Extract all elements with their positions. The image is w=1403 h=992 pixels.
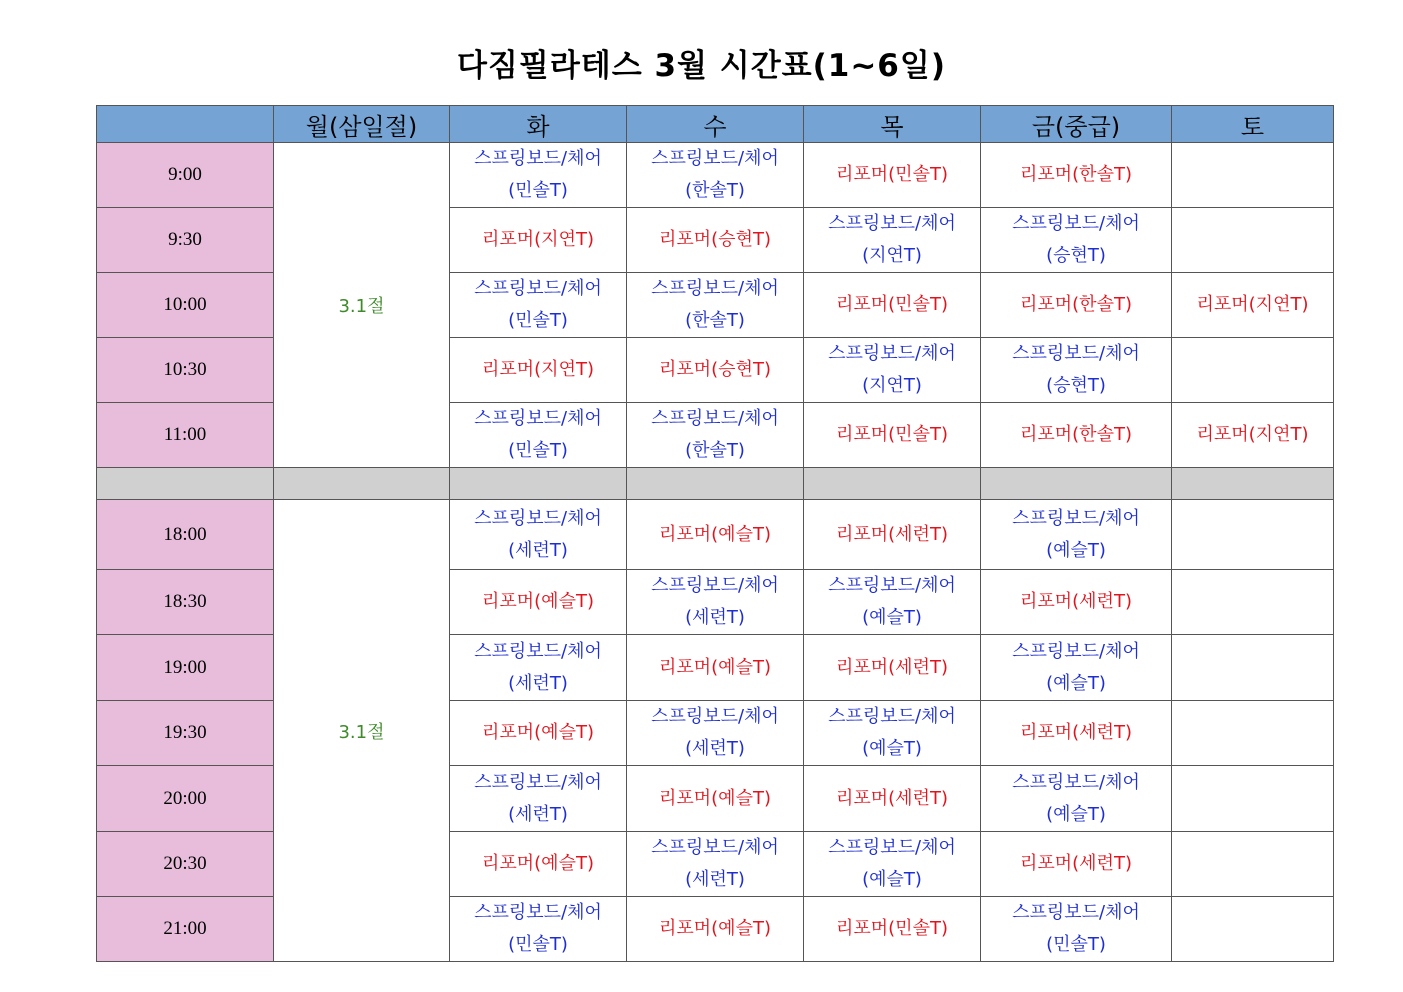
class-label: 스프링보드/체어 — [828, 575, 956, 596]
holiday-cell: 3.1절 — [274, 500, 450, 962]
class-label: 리포머(민솔T) — [836, 164, 948, 185]
class-label: 리포머(한솔T) — [1020, 294, 1132, 315]
time-slot: 19:00 — [97, 635, 274, 701]
class-cell-fri — [981, 338, 1172, 403]
class-cell-wed — [627, 897, 804, 962]
page-title: 다짐필라테스 3월 시간표(1~6일) — [456, 48, 946, 84]
class-cell-thu — [804, 500, 981, 570]
schedule-row — [97, 500, 1334, 570]
header-row — [97, 106, 1334, 143]
break-cell — [804, 468, 981, 500]
class-cell-wed — [627, 635, 804, 701]
class-cell-tue — [450, 766, 627, 832]
class-label: 스프링보드/체어 — [828, 706, 956, 727]
class-label: (승현T) — [1046, 245, 1106, 266]
class-cell-sat — [1172, 897, 1334, 962]
class-label: 리포머(예슬T) — [482, 853, 594, 874]
class-cell-wed — [627, 500, 804, 570]
class-label: 스프링보드/체어 — [1012, 902, 1140, 923]
class-label: 리포머(지연T) — [1196, 424, 1309, 445]
time-slot: 21:00 — [97, 897, 274, 962]
class-label: (지연T) — [862, 375, 922, 396]
class-label: 스프링보드/체어 — [1012, 213, 1140, 234]
break-cell — [627, 468, 804, 500]
class-cell-fri — [981, 500, 1172, 570]
class-label: (세련T) — [508, 803, 568, 825]
class-cell-thu — [804, 635, 981, 701]
class-cell-tue — [450, 403, 627, 468]
class-cell-tue — [450, 701, 627, 766]
class-cell-wed — [627, 701, 804, 766]
class-label: (한솔T) — [685, 440, 745, 461]
time-slot: 10:30 — [97, 338, 274, 403]
class-cell-thu — [804, 766, 981, 832]
class-cell-tue — [450, 635, 627, 701]
class-cell-tue — [450, 338, 627, 403]
class-cell-sat — [1172, 403, 1334, 468]
class-cell-wed — [627, 143, 804, 208]
class-cell-wed — [627, 273, 804, 338]
class-label: (승현T) — [1046, 375, 1106, 396]
class-cell-fri — [981, 897, 1172, 962]
class-label: 리포머(세련T) — [836, 656, 948, 678]
class-cell-thu — [804, 273, 981, 338]
class-label: 스프링보드/체어 — [1012, 343, 1140, 364]
class-cell-tue — [450, 570, 627, 635]
class-label: (한솔T) — [685, 180, 745, 201]
class-label: 리포머(한솔T) — [1020, 424, 1132, 445]
class-cell-sat — [1172, 766, 1334, 832]
class-cell-tue — [450, 143, 627, 208]
class-label: 리포머(세련T) — [836, 787, 948, 809]
break-cell — [1172, 468, 1334, 500]
header-tue: 화 — [450, 106, 627, 143]
class-cell-fri — [981, 635, 1172, 701]
header-wed: 수 — [627, 106, 804, 143]
break-cell — [274, 468, 450, 500]
class-cell-sat — [1172, 635, 1334, 701]
class-label: (민솔T) — [508, 934, 568, 955]
class-label: (예슬T) — [862, 607, 922, 628]
class-label: 스프링보드/체어 — [474, 771, 602, 793]
class-cell-thu — [804, 832, 981, 897]
header-fri: 금(중급) — [981, 106, 1172, 143]
class-label: 스프링보드/체어 — [474, 408, 602, 429]
class-cell-sat — [1172, 701, 1334, 766]
class-cell-fri — [981, 701, 1172, 766]
class-cell-thu — [804, 897, 981, 962]
class-cell-sat — [1172, 338, 1334, 403]
class-label: (예슬T) — [862, 869, 922, 890]
class-cell-wed — [627, 208, 804, 273]
break-cell — [450, 468, 627, 500]
class-label: 스프링보드/체어 — [828, 213, 956, 234]
header-thu: 목 — [804, 106, 981, 143]
class-label: 리포머(지연T) — [482, 229, 594, 250]
class-label: (민솔T) — [508, 310, 568, 331]
class-label: 스프링보드/체어 — [1012, 771, 1140, 793]
class-cell-fri — [981, 208, 1172, 273]
class-cell-fri — [981, 143, 1172, 208]
class-cell-sat — [1172, 500, 1334, 570]
class-label: 리포머(예슬T) — [659, 787, 771, 809]
class-label: 스프링보드/체어 — [651, 837, 779, 858]
time-slot: 18:00 — [97, 500, 274, 570]
class-cell-thu — [804, 701, 981, 766]
class-cell-wed — [627, 403, 804, 468]
class-label: 리포머(예슬T) — [659, 918, 771, 939]
class-label: 리포머(예슬T) — [482, 591, 594, 612]
class-label: 스프링보드/체어 — [474, 640, 602, 662]
class-label: 리포머(민솔T) — [836, 424, 948, 445]
class-label: 스프링보드/체어 — [651, 575, 779, 596]
class-label: 스프링보드/체어 — [651, 278, 779, 299]
class-cell-thu — [804, 570, 981, 635]
class-label: 리포머(예슬T) — [659, 523, 771, 545]
time-slot: 9:00 — [97, 143, 274, 208]
class-cell-fri — [981, 570, 1172, 635]
class-cell-tue — [450, 897, 627, 962]
class-label: (민솔T) — [1046, 934, 1106, 955]
class-label: 스프링보드/체어 — [474, 148, 602, 169]
class-cell-wed — [627, 338, 804, 403]
time-slot: 20:30 — [97, 832, 274, 897]
class-cell-sat — [1172, 570, 1334, 635]
class-label: 리포머(지연T) — [1196, 294, 1309, 315]
class-label: 스프링보드/체어 — [474, 902, 602, 923]
class-label: 스프링보드/체어 — [474, 278, 602, 299]
class-cell-sat — [1172, 143, 1334, 208]
class-cell-thu — [804, 208, 981, 273]
class-label: (세련T) — [685, 738, 745, 759]
class-label: 리포머(한솔T) — [1020, 164, 1132, 185]
class-cell-fri — [981, 273, 1172, 338]
class-cell-wed — [627, 766, 804, 832]
class-label: (세련T) — [685, 607, 745, 628]
class-label: (예슬T) — [1046, 803, 1106, 825]
class-cell-wed — [627, 832, 804, 897]
class-cell-fri — [981, 766, 1172, 832]
class-cell-tue — [450, 273, 627, 338]
class-label: (예슬T) — [1046, 672, 1106, 694]
class-label: 리포머(민솔T) — [836, 294, 948, 315]
class-label: 스프링보드/체어 — [1012, 507, 1140, 529]
class-cell-wed — [627, 570, 804, 635]
break-cell — [981, 468, 1172, 500]
header-time — [97, 106, 274, 143]
class-label: 리포머(세련T) — [1020, 722, 1132, 743]
class-label: (세련T) — [508, 672, 568, 694]
class-label: 스프링보드/체어 — [651, 408, 779, 429]
class-label: 리포머(승현T) — [659, 229, 771, 250]
class-label: (한솔T) — [685, 310, 745, 331]
header-mon: 월(삼일절) — [274, 106, 450, 143]
class-label: 리포머(예슬T) — [659, 656, 771, 678]
class-label: 스프링보드/체어 — [651, 148, 779, 169]
class-cell-tue — [450, 208, 627, 273]
class-label: 스프링보드/체어 — [651, 706, 779, 727]
class-label: 스프링보드/체어 — [828, 837, 956, 858]
class-label: 스프링보드/체어 — [1012, 640, 1140, 662]
class-cell-fri — [981, 403, 1172, 468]
break-row — [97, 468, 1334, 500]
class-label: 리포머(예슬T) — [482, 722, 594, 743]
time-slot: 10:00 — [97, 273, 274, 338]
class-label: (예슬T) — [862, 738, 922, 759]
class-label: 리포머(지연T) — [482, 359, 594, 380]
class-label: (민솔T) — [508, 180, 568, 201]
break-cell — [97, 468, 274, 500]
class-label: (지연T) — [862, 245, 922, 266]
header-sat: 토 — [1172, 106, 1334, 143]
class-label: (세련T) — [685, 869, 745, 890]
schedule-row — [97, 143, 1334, 208]
class-cell-fri — [981, 832, 1172, 897]
class-cell-tue — [450, 832, 627, 897]
class-cell-thu — [804, 338, 981, 403]
class-label: (민솔T) — [508, 440, 568, 461]
class-cell-sat — [1172, 832, 1334, 897]
class-label: 리포머(민솔T) — [836, 918, 948, 939]
time-slot: 20:00 — [97, 766, 274, 832]
class-label: 리포머(승현T) — [659, 359, 771, 380]
class-label: 리포머(세련T) — [1020, 853, 1132, 874]
class-label: (세련T) — [508, 539, 568, 561]
holiday-cell: 3.1절 — [274, 143, 450, 468]
class-cell-thu — [804, 143, 981, 208]
class-cell-thu — [804, 403, 981, 468]
class-label: 리포머(세련T) — [836, 523, 948, 545]
class-label: 리포머(세련T) — [1020, 591, 1132, 612]
class-cell-tue — [450, 500, 627, 570]
time-slot: 19:30 — [97, 701, 274, 766]
class-label: (예슬T) — [1046, 539, 1106, 561]
class-cell-sat — [1172, 273, 1334, 338]
class-label: 스프링보드/체어 — [828, 343, 956, 364]
timetable — [96, 105, 1334, 962]
time-slot: 11:00 — [97, 403, 274, 468]
time-slot: 18:30 — [97, 570, 274, 635]
time-slot: 9:30 — [97, 208, 274, 273]
class-cell-sat — [1172, 208, 1334, 273]
class-label: 스프링보드/체어 — [474, 507, 602, 529]
